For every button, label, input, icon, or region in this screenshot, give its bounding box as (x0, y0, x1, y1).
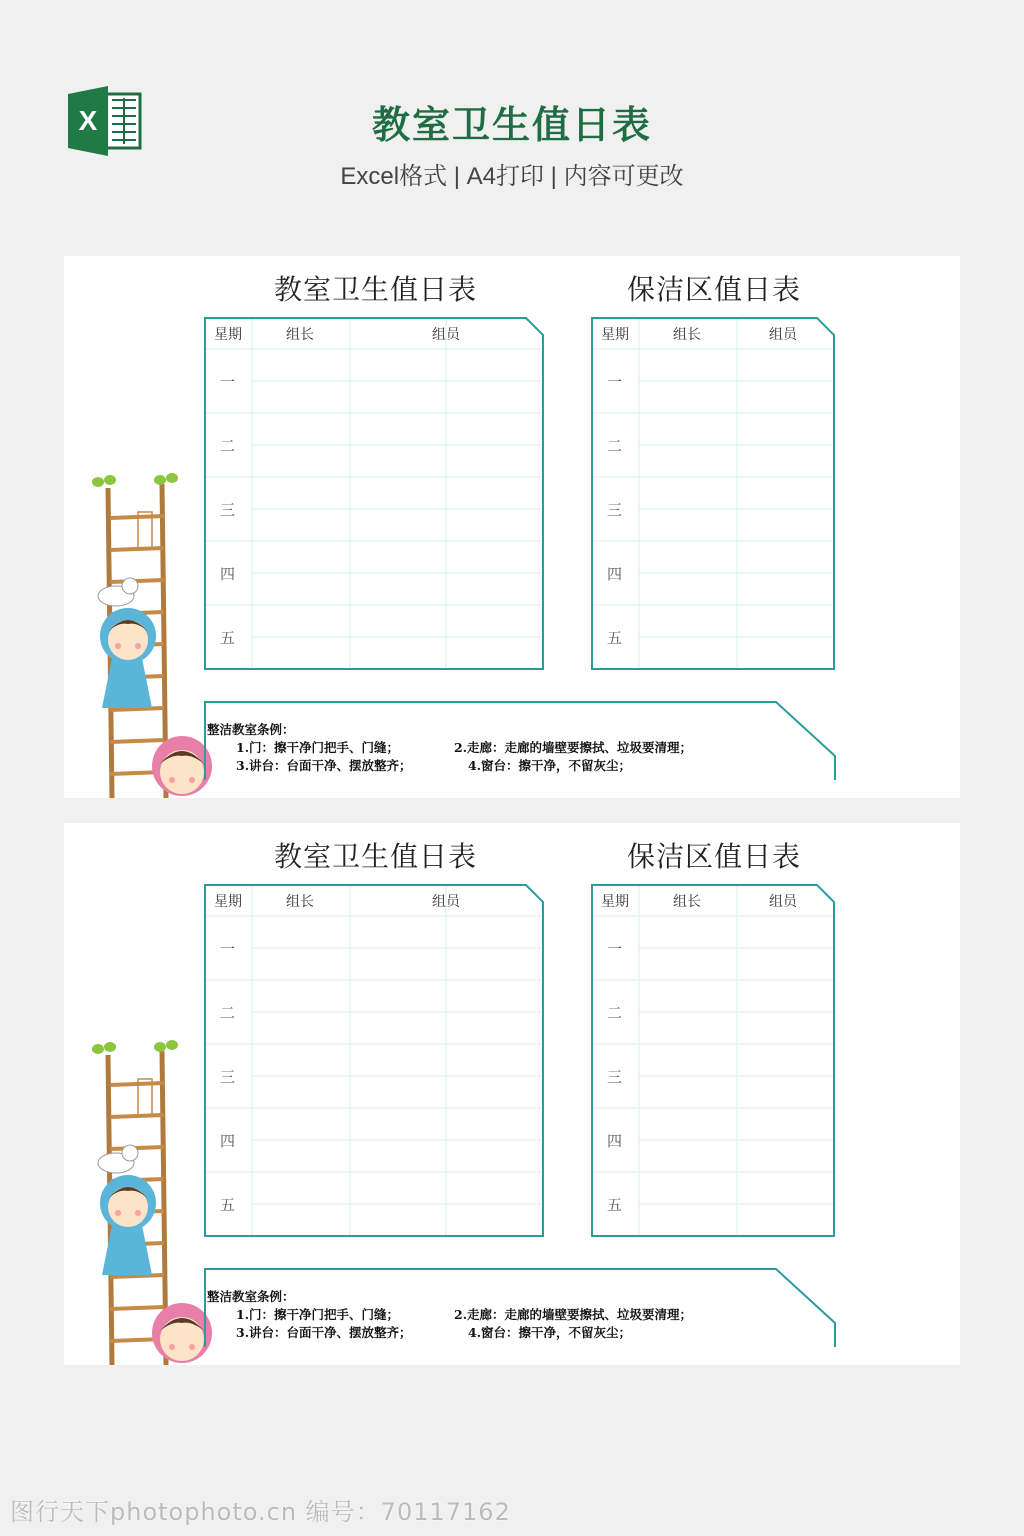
sheet-preview-2 (64, 823, 960, 1365)
weekday-label: 三 (220, 1068, 236, 1086)
weekday-label: 五 (220, 629, 236, 647)
classroom-duty-table (204, 317, 544, 670)
weekday-label: 一 (220, 373, 236, 391)
rule-item: 4.窗台：擦干净，不留灰尘； (468, 1325, 632, 1340)
table-header-members: 组员 (769, 894, 797, 910)
weekday-label: 三 (607, 1068, 623, 1086)
table-header-leader: 组长 (673, 894, 701, 910)
page-title: 教室卫生值日表 (371, 103, 652, 147)
weekday-label: 五 (607, 629, 623, 647)
weekday-label: 二 (220, 1004, 236, 1022)
rule-item: 2.走廊：走廊的墙壁要擦拭、垃圾要清理； (454, 740, 693, 755)
classroom-duty-table (204, 884, 544, 1237)
weekday-label: 二 (220, 437, 236, 455)
rule-item: 3.讲台：台面干净、摆放整齐； (236, 758, 412, 773)
weekday-label: 一 (220, 940, 236, 958)
rules-heading: 整洁教室条例： (207, 1289, 295, 1304)
logo-letter: X (78, 105, 98, 136)
table-header-weekday: 星期 (214, 894, 242, 910)
rule-item: 4.窗台：擦干净，不留灰尘； (468, 758, 632, 773)
rules-heading: 整洁教室条例： (207, 722, 295, 737)
weekday-label: 四 (607, 565, 623, 583)
classroom-table-title: 教室卫生值日表 (274, 840, 478, 873)
weekday-label: 五 (220, 1196, 236, 1214)
table-header-members: 组员 (432, 894, 460, 910)
weekday-label: 三 (607, 501, 623, 519)
table-header-leader: 组长 (286, 894, 314, 910)
table-header-members: 组员 (769, 327, 797, 343)
table-header-leader: 组长 (673, 327, 701, 343)
rule-item: 1.门：擦干净门把手、门缝； (236, 740, 400, 755)
cleaning-area-table-title: 保洁区值日表 (627, 840, 802, 873)
cleaning-area-table-title: 保洁区值日表 (627, 273, 802, 306)
weekday-label: 五 (607, 1196, 623, 1214)
sheet-preview-1 (64, 256, 960, 798)
weekday-label: 二 (607, 437, 623, 455)
cleaning-rules-box (204, 1259, 836, 1347)
cleaning-rules-box (204, 692, 836, 780)
weekday-label: 四 (607, 1132, 623, 1150)
classroom-table-title: 教室卫生值日表 (274, 273, 478, 306)
ladder-kids-illustration (82, 468, 212, 798)
rule-item: 2.走廊：走廊的墙壁要擦拭、垃圾要清理； (454, 1307, 693, 1322)
weekday-label: 三 (220, 501, 236, 519)
weekday-label: 一 (607, 940, 623, 958)
table-header-leader: 组长 (286, 327, 314, 343)
weekday-label: 一 (607, 373, 623, 391)
table-header-weekday: 星期 (601, 894, 629, 910)
weekday-label: 二 (607, 1004, 623, 1022)
cleaning-area-duty-table (591, 317, 835, 670)
page-subtitle: Excel格式 | A4打印 | 内容可更改 (340, 163, 684, 190)
rule-item: 3.讲台：台面干净、摆放整齐； (236, 1325, 412, 1340)
table-header-members: 组员 (432, 327, 460, 343)
table-header-weekday: 星期 (601, 327, 629, 343)
watermark-text: 图行天下photophoto.cn 编号：70117162 (10, 1498, 511, 1526)
rule-item: 1.门：擦干净门把手、门缝； (236, 1307, 400, 1322)
table-header-weekday: 星期 (214, 327, 242, 343)
weekday-label: 四 (220, 565, 236, 583)
weekday-label: 四 (220, 1132, 236, 1150)
ladder-kids-illustration (82, 1035, 212, 1365)
cleaning-area-duty-table (591, 884, 835, 1237)
